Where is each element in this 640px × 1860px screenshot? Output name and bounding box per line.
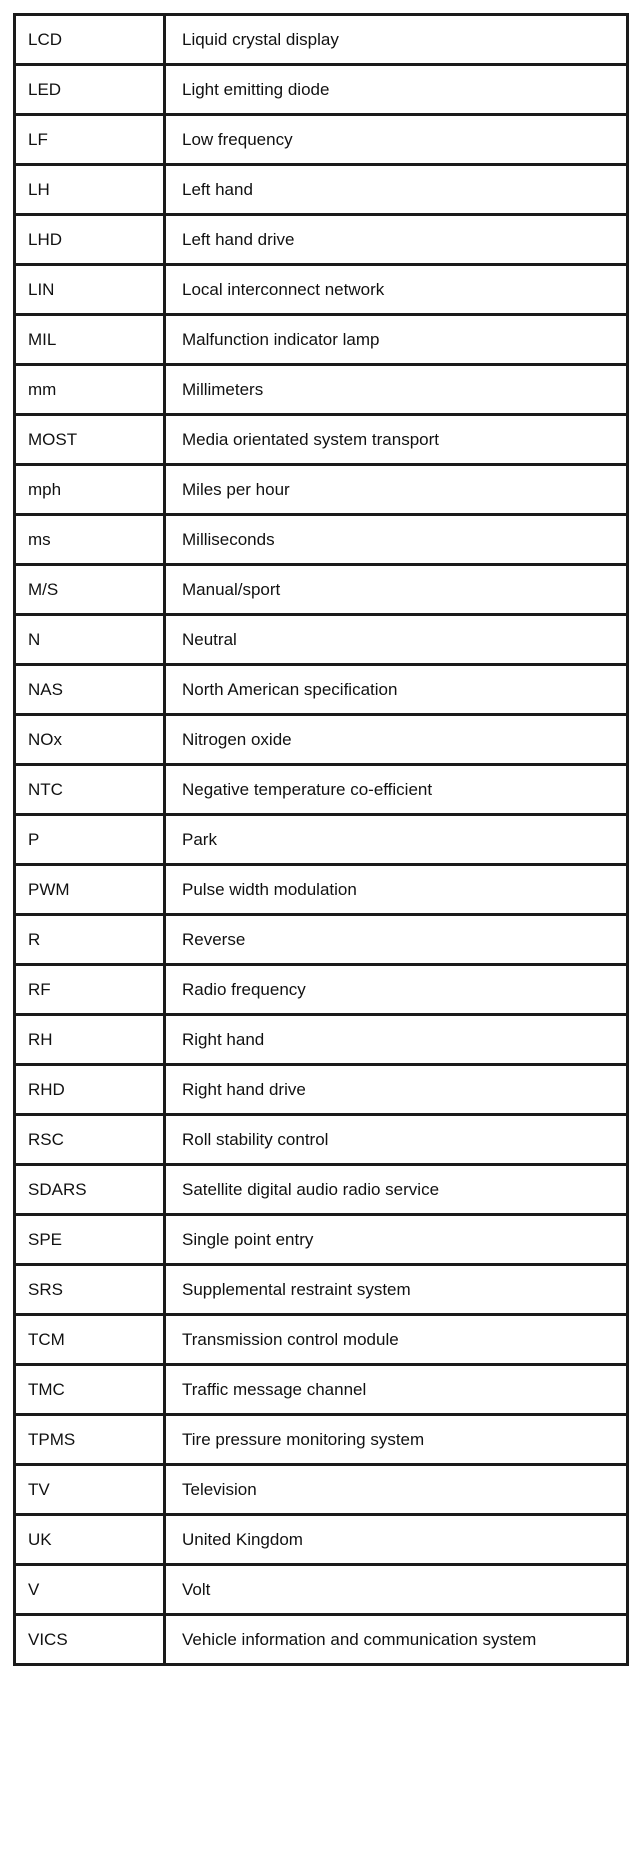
meaning-cell: Right hand xyxy=(165,1015,628,1065)
abbreviations-table xyxy=(13,13,629,1666)
abbreviation-cell: LCD xyxy=(15,15,165,65)
abbreviation-cell: P xyxy=(15,815,165,865)
abbreviation-cell: mm xyxy=(15,365,165,415)
meaning-cell: Right hand drive xyxy=(165,1065,628,1115)
abbreviation-cell: LIN xyxy=(15,265,165,315)
meaning-cell: Miles per hour xyxy=(165,465,628,515)
meaning-cell: Malfunction indicator lamp xyxy=(165,315,628,365)
abbreviation-cell: ms xyxy=(15,515,165,565)
table-row xyxy=(15,515,628,565)
abbreviation-cell: LHD xyxy=(15,215,165,265)
table-row xyxy=(15,1315,628,1365)
abbreviations-table-container xyxy=(13,13,629,1666)
table-row xyxy=(15,1465,628,1515)
table-row xyxy=(15,565,628,615)
abbreviation-cell: RHD xyxy=(15,1065,165,1115)
meaning-cell: Nitrogen oxide xyxy=(165,715,628,765)
table-row xyxy=(15,165,628,215)
abbreviation-cell: SPE xyxy=(15,1215,165,1265)
table-row xyxy=(15,865,628,915)
meaning-cell: Vehicle information and communication system xyxy=(165,1615,628,1665)
abbreviation-cell: RSC xyxy=(15,1115,165,1165)
abbreviation-cell: TV xyxy=(15,1465,165,1515)
table-row xyxy=(15,415,628,465)
meaning-cell: Single point entry xyxy=(165,1215,628,1265)
meaning-cell: Supplemental restraint system xyxy=(165,1265,628,1315)
meaning-cell: Volt xyxy=(165,1565,628,1615)
meaning-cell: Pulse width modulation xyxy=(165,865,628,915)
table-row xyxy=(15,915,628,965)
meaning-cell: Light emitting diode xyxy=(165,65,628,115)
abbreviation-cell: RF xyxy=(15,965,165,1015)
table-row xyxy=(15,665,628,715)
table-row xyxy=(15,1115,628,1165)
table-row xyxy=(15,1265,628,1315)
table-row xyxy=(15,815,628,865)
table-row xyxy=(15,1015,628,1065)
table-row xyxy=(15,115,628,165)
abbreviation-cell: NTC xyxy=(15,765,165,815)
meaning-cell: Media orientated system transport xyxy=(165,415,628,465)
abbreviation-cell: UK xyxy=(15,1515,165,1565)
table-row xyxy=(15,715,628,765)
abbreviation-cell: TPMS xyxy=(15,1415,165,1465)
table-row xyxy=(15,1365,628,1415)
abbreviation-cell: SRS xyxy=(15,1265,165,1315)
meaning-cell: Left hand xyxy=(165,165,628,215)
abbreviation-cell: NAS xyxy=(15,665,165,715)
meaning-cell: North American specification xyxy=(165,665,628,715)
meaning-cell: Reverse xyxy=(165,915,628,965)
abbreviation-cell: VICS xyxy=(15,1615,165,1665)
table-row xyxy=(15,1065,628,1115)
meaning-cell: Left hand drive xyxy=(165,215,628,265)
abbreviation-cell: TCM xyxy=(15,1315,165,1365)
meaning-cell: Neutral xyxy=(165,615,628,665)
table-row xyxy=(15,1415,628,1465)
abbreviation-cell: LED xyxy=(15,65,165,115)
table-row xyxy=(15,1165,628,1215)
table-row xyxy=(15,365,628,415)
meaning-cell: Manual/sport xyxy=(165,565,628,615)
abbreviation-cell: NOx xyxy=(15,715,165,765)
meaning-cell: Radio frequency xyxy=(165,965,628,1015)
table-row xyxy=(15,315,628,365)
abbreviations-table-body xyxy=(15,15,628,1665)
meaning-cell: Low frequency xyxy=(165,115,628,165)
meaning-cell: Tire pressure monitoring system xyxy=(165,1415,628,1465)
meaning-cell: Liquid crystal display xyxy=(165,15,628,65)
table-row xyxy=(15,15,628,65)
abbreviation-cell: RH xyxy=(15,1015,165,1065)
table-row xyxy=(15,1615,628,1665)
abbreviation-cell: SDARS xyxy=(15,1165,165,1215)
abbreviation-cell: MOST xyxy=(15,415,165,465)
table-row xyxy=(15,265,628,315)
table-row xyxy=(15,965,628,1015)
meaning-cell: Local interconnect network xyxy=(165,265,628,315)
abbreviation-cell: M/S xyxy=(15,565,165,615)
table-row xyxy=(15,465,628,515)
table-row xyxy=(15,215,628,265)
meaning-cell: Milliseconds xyxy=(165,515,628,565)
meaning-cell: Traffic message channel xyxy=(165,1365,628,1415)
meaning-cell: United Kingdom xyxy=(165,1515,628,1565)
meaning-cell: Roll stability control xyxy=(165,1115,628,1165)
meaning-cell: Transmission control module xyxy=(165,1315,628,1365)
meaning-cell: Satellite digital audio radio service xyxy=(165,1165,628,1215)
abbreviation-cell: V xyxy=(15,1565,165,1615)
table-row xyxy=(15,1565,628,1615)
table-row xyxy=(15,615,628,665)
abbreviation-cell: TMC xyxy=(15,1365,165,1415)
table-row xyxy=(15,1215,628,1265)
meaning-cell: Negative temperature co-efficient xyxy=(165,765,628,815)
table-row xyxy=(15,765,628,815)
table-row xyxy=(15,65,628,115)
meaning-cell: Millimeters xyxy=(165,365,628,415)
abbreviation-cell: PWM xyxy=(15,865,165,915)
meaning-cell: Television xyxy=(165,1465,628,1515)
abbreviation-cell: mph xyxy=(15,465,165,515)
table-row xyxy=(15,1515,628,1565)
abbreviation-cell: LF xyxy=(15,115,165,165)
abbreviation-cell: MIL xyxy=(15,315,165,365)
abbreviation-cell: LH xyxy=(15,165,165,215)
abbreviation-cell: R xyxy=(15,915,165,965)
abbreviation-cell: N xyxy=(15,615,165,665)
meaning-cell: Park xyxy=(165,815,628,865)
